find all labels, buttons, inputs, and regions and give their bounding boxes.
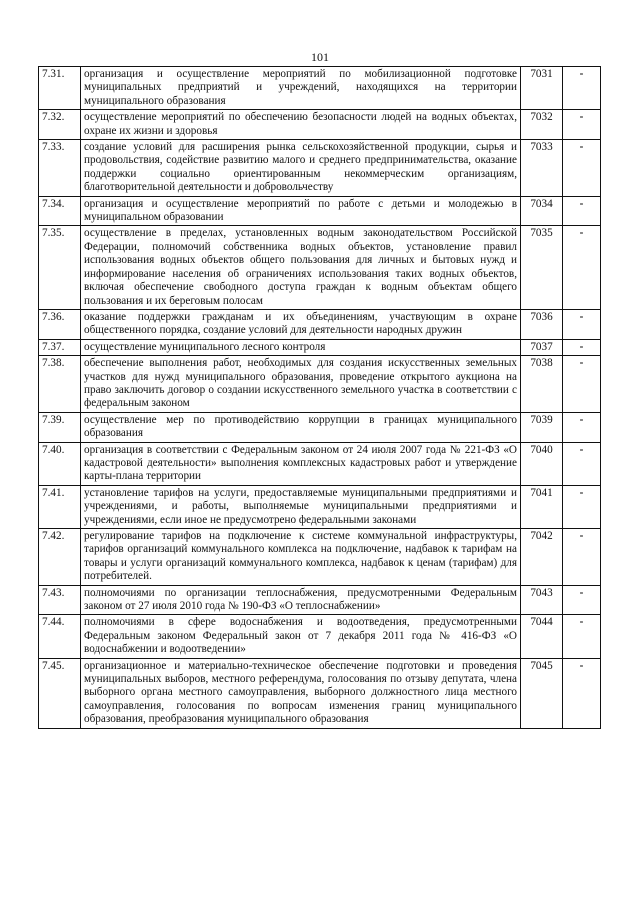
table-row (39, 140, 601, 197)
table-row (39, 658, 601, 728)
table-row (39, 67, 601, 110)
row-code: 7037 (521, 339, 563, 355)
row-code: 7044 (521, 615, 563, 658)
row-number: 7.38. (39, 356, 81, 413)
row-code: 7041 (521, 485, 563, 528)
row-number: 7.44. (39, 615, 81, 658)
row-number: 7.37. (39, 339, 81, 355)
table-row (39, 529, 601, 586)
row-description: осуществление мероприятий по обеспечению безопасности людей на водных объектах, охране их жизни и здоровья (81, 110, 521, 140)
row-description: осуществление в пределах, установленных водным законодательством Российской Федерации, полномочий собственника водных объектов, установление правил использования водных объектов общего пользования для личных и бытовых нужд и информирование населения об ограничениях использования таких водных объектов, включая обеспечение свободного доступа граждан к водным объектам общего пользования и их береговым полосам (81, 226, 521, 309)
row-value: - (563, 356, 601, 413)
row-description: установление тарифов на услуги, предоставляемые муниципальными предприятиями и учреждениями, и работы, выполняемые муниципальными предприятиями и учреждениями, если иное не предусмотрено федеральными законами (81, 485, 521, 528)
row-code: 7040 (521, 442, 563, 485)
row-description: полномочиями в сфере водоснабжения и водоотведения, предусмотренными Федеральным законом Федеральный закон от 7 декабря 2011 года № 416-ФЗ «О водоснабжении и водоотведении» (81, 615, 521, 658)
row-value: - (563, 442, 601, 485)
row-number: 7.36. (39, 309, 81, 339)
table-row (39, 585, 601, 615)
row-code: 7039 (521, 412, 563, 442)
row-code: 7033 (521, 140, 563, 197)
row-number: 7.35. (39, 226, 81, 309)
table-row (39, 356, 601, 413)
row-number: 7.31. (39, 67, 81, 110)
row-value: - (563, 226, 601, 309)
row-number: 7.43. (39, 585, 81, 615)
page-number: 101 (311, 50, 329, 64)
row-description: организация и осуществление мероприятий по мобилизационной подготовке муниципальных предприятий и учреждений, находящихся на территории муниципального образования (81, 67, 521, 110)
row-value: - (563, 658, 601, 728)
row-description: осуществление муниципального лесного контроля (81, 339, 521, 355)
row-number: 7.41. (39, 485, 81, 528)
row-value: - (563, 485, 601, 528)
row-value: - (563, 140, 601, 197)
row-code: 7042 (521, 529, 563, 586)
row-code: 7031 (521, 67, 563, 110)
row-value: - (563, 615, 601, 658)
row-description: создание условий для расширения рынка сельскохозяйственной продукции, сырья и продовольствия, содействие развитию малого и среднего предпринимательства, оказание поддержки социально ориентированным некоммерческим организациям, благотворительной деятельности и добровольчеству (81, 140, 521, 197)
table-row (39, 485, 601, 528)
table-body (39, 67, 601, 729)
row-description: полномочиями по организации теплоснабжения, предусмотренными Федеральным законом от 27 июля 2010 года № 190-ФЗ «О теплоснабжении» (81, 585, 521, 615)
row-code: 7034 (521, 196, 563, 226)
row-value: - (563, 196, 601, 226)
table-row (39, 309, 601, 339)
row-code: 7043 (521, 585, 563, 615)
table-row (39, 412, 601, 442)
row-number: 7.39. (39, 412, 81, 442)
row-code: 7035 (521, 226, 563, 309)
table-row (39, 226, 601, 309)
row-value: - (563, 529, 601, 586)
table-row (39, 615, 601, 658)
row-number: 7.45. (39, 658, 81, 728)
row-value: - (563, 339, 601, 355)
row-description: обеспечение выполнения работ, необходимых для создания искусственных земельных участков для нужд муниципального образования, проведение открытого аукциона на право заключить договор о создании искусственного земельного участка в соответствии с федеральным законом (81, 356, 521, 413)
table-row (39, 110, 601, 140)
row-description: организация в соответствии с Федеральным законом от 24 июля 2007 года № 221-ФЗ «О кадастровой деятельности» выполнения комплексных кадастровых работ и утверждение карты-плана территории (81, 442, 521, 485)
row-description: организация и осуществление мероприятий по работе с детьми и молодежью в муниципальном образовании (81, 196, 521, 226)
row-number: 7.40. (39, 442, 81, 485)
powers-table (38, 66, 601, 729)
table-row (39, 442, 601, 485)
row-value: - (563, 585, 601, 615)
row-number: 7.33. (39, 140, 81, 197)
row-description: регулирование тарифов на подключение к системе коммунальной инфраструктуры, тарифов организаций коммунального комплекса на подключение, надбавок к тарифам на товары и услуги организаций коммунального комплекса, надбавок к ценам (тарифам) для потребителей. (81, 529, 521, 586)
row-number: 7.42. (39, 529, 81, 586)
row-value: - (563, 110, 601, 140)
row-code: 7032 (521, 110, 563, 140)
row-code: 7036 (521, 309, 563, 339)
row-code: 7038 (521, 356, 563, 413)
row-value: - (563, 67, 601, 110)
row-code: 7045 (521, 658, 563, 728)
row-description: оказание поддержки гражданам и их объединениям, участвующим в охране общественного порядка, создание условий для деятельности народных дружин (81, 309, 521, 339)
row-value: - (563, 309, 601, 339)
row-description: осуществление мер по противодействию коррупции в границах муниципального образования (81, 412, 521, 442)
row-number: 7.34. (39, 196, 81, 226)
row-number: 7.32. (39, 110, 81, 140)
table-row (39, 196, 601, 226)
row-description: организационное и материально-техническое обеспечение подготовки и проведения муниципальных выборов, местного референдума, голосования по отзыву депутата, члена выборного органа местного самоуправления, выборного должностного лица местного самоуправления, голосования по вопросам изменения границ муниципального образования, преобразования муниципального образования (81, 658, 521, 728)
row-value: - (563, 412, 601, 442)
table-row (39, 339, 601, 355)
